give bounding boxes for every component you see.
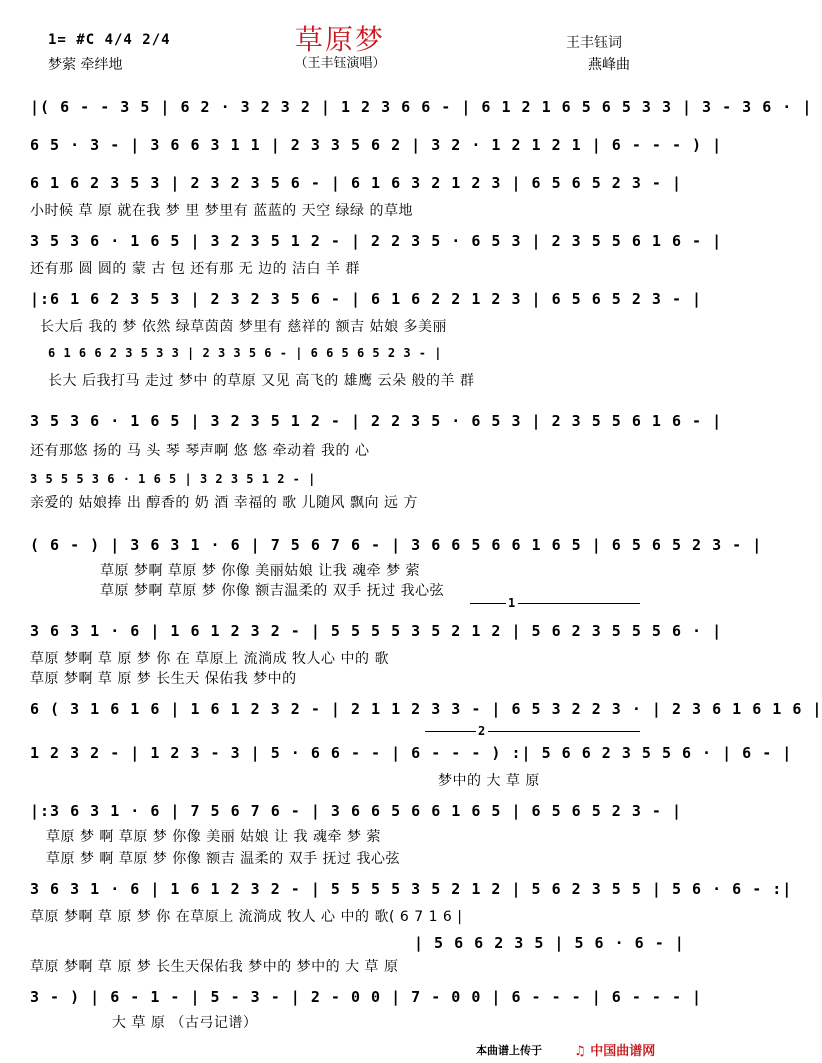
notation-row: 1 2 3 2 - | 1 2 3 - 3 | 5 · 6 6 - - | 6 - - - ) :| 5 6 6 2 3 5 5 6 · | 6 - | [30,744,793,762]
notation-row: | 5 6 6 2 3 5 | 5 6 · 6 - | [414,934,685,952]
notation-row: |:6 1 6 2 3 5 3 | 2 3 2 3 5 6 - | 6 1 6 2 2 1 2 3 | 6 5 6 5 2 3 - | [30,290,703,308]
lyric-line: 草原 梦 啊 草原 梦 你像 额吉 温柔的 双手 抚过 我心弦 [46,851,401,867]
lyric-line: 大 草 原 （古弓记谱） [112,1015,258,1031]
upload-note: 本曲谱上传于 [476,1044,542,1057]
notation-row: 3 6 3 1 · 6 | 1 6 1 2 3 2 - | 5 5 5 5 3 5 2 1 2 | 5 6 2 3 5 5 | 5 6 · 6 - :| [30,880,793,898]
volta-bracket-2 [425,731,640,732]
notation-row: 3 6 3 1 · 6 | 1 6 1 2 3 2 - | 5 5 5 5 3 5 2 1 2 | 5 6 2 3 5 5 5 6 · | [30,622,723,640]
notation-row: |( 6 - - 3 5 | 6 2 · 3 2 3 2 | 1 2 3 6 6 - | 6 1 2 1 6 5 6 5 3 3 | 3 - 3 6 · | [30,98,813,116]
volta-number-2: 2 [478,724,486,738]
key-signature: 1= #C 4/4 2/4 [48,32,171,48]
performer-subtitle: （王丰钰演唱） [294,56,386,71]
lyric-line: 草原 梦啊 草原 梦 你像 美丽姑娘 让我 魂牵 梦 萦 [100,563,421,579]
song-title: 草原梦 [294,23,385,56]
volta-number-1: 1 [508,596,516,610]
notation-row: 6 1 6 6 2 3 5 3 3 | 2 3 3 5 6 - | 6 6 5 6 5 2 3 - | [48,346,442,360]
lyric-line: 草原 梦啊 草原 梦 你像 额吉温柔的 双手 抚过 我心弦 [100,583,445,599]
notation-row: 6 1 6 2 3 5 3 | 2 3 2 3 5 6 - | 6 1 6 3 2 1 2 3 | 6 5 6 5 2 3 - | [30,174,682,192]
lyric-line: 还有那悠 扬的 马 头 琴 琴声啊 悠 悠 牵动着 我的 心 [30,443,370,459]
lyric-line: 长大 后我打马 走过 梦中 的草原 又见 高飞的 雄鹰 云朵 般的羊 群 [48,373,475,389]
site-name: 中国曲谱网 [590,1044,656,1059]
tempo-mood: 梦萦 牵绊地 [48,57,123,73]
notation-row: 3 5 3 6 · 1 6 5 | 3 2 3 5 1 2 - | 2 2 3 5 · 6 5 3 | 2 3 5 5 6 1 6 - | [30,412,723,430]
lyric-line: 草原 梦 啊 草原 梦 你像 美丽 姑娘 让 我 魂牵 梦 萦 [46,829,381,845]
lyric-line: 还有那 圆 圆的 蒙 古 包 还有那 无 边的 洁白 羊 群 [30,261,360,277]
music-note-icon: ♫ [574,1044,586,1059]
lyric-line: 亲爱的 姑娘捧 出 醇香的 奶 酒 幸福的 歌 儿随风 飘向 远 方 [30,495,418,511]
lyric-line: 草原 梦啊 草 原 梦 长生天 保佑我 梦中的 [30,671,297,687]
notation-row: |:3 6 3 1 · 6 | 7 5 6 7 6 - | 3 6 6 5 6 6 1 6 5 | 6 5 6 5 2 3 - | [30,802,682,820]
lyric-line: 草原 梦啊 草 原 梦 长生天保佑我 梦中的 梦中的 大 草 原 [30,959,399,975]
lyric-line: 小时候 草 原 就在我 梦 里 梦里有 蓝蓝的 天空 绿绿 的草地 [30,203,414,219]
lyric-line: 长大后 我的 梦 依然 绿草茵茵 梦里有 慈祥的 额吉 姑娘 多美丽 [40,319,448,335]
lyric-line: 草原 梦啊 草 原 梦 你 在 草原上 流淌成 牧人心 中的 歌 [30,651,389,667]
composer-credit: 燕峰曲 [588,57,630,73]
notation-row: 6 ( 3 1 6 1 6 | 1 6 1 2 3 2 - | 2 1 1 2 3 3 - | 6 5 3 2 2 3 · | 2 3 6 1 6 1 6 | [30,700,822,718]
notation-row: 3 5 5 5 3 6 · 1 6 5 | 3 2 3 5 1 2 - | [30,472,316,486]
site-logo[interactable] [574,1040,655,1059]
notation-row: ( 6 - ) | 3 6 3 1 · 6 | 7 5 6 7 6 - | 3 6 6 5 6 6 1 6 5 | 6 5 6 5 2 3 - | [30,536,763,554]
lyric-line: 草原 梦啊 草 原 梦 你 在草原上 流淌成 牧人 心 中的 歌( 6 7 1 6 | [30,909,463,925]
volta-bracket-1 [470,603,640,604]
lyricist-credit: 王丰钰词 [566,35,622,51]
notation-row: 3 5 3 6 · 1 6 5 | 3 2 3 5 1 2 - | 2 2 3 5 · 6 5 3 | 2 3 5 5 6 1 6 - | [30,232,723,250]
notation-row: 6 5 · 3 - | 3 6 6 3 1 1 | 2 3 3 5 6 2 | 3 2 · 1 2 1 2 1 | 6 - - - ) | [30,136,723,154]
lyric-line: 梦中的 大 草 原 [438,773,540,789]
notation-row: 3 - ) | 6 - 1 - | 5 - 3 - | 2 - 0 0 | 7 - 0 0 | 6 - - - | 6 - - - | [30,988,703,1006]
